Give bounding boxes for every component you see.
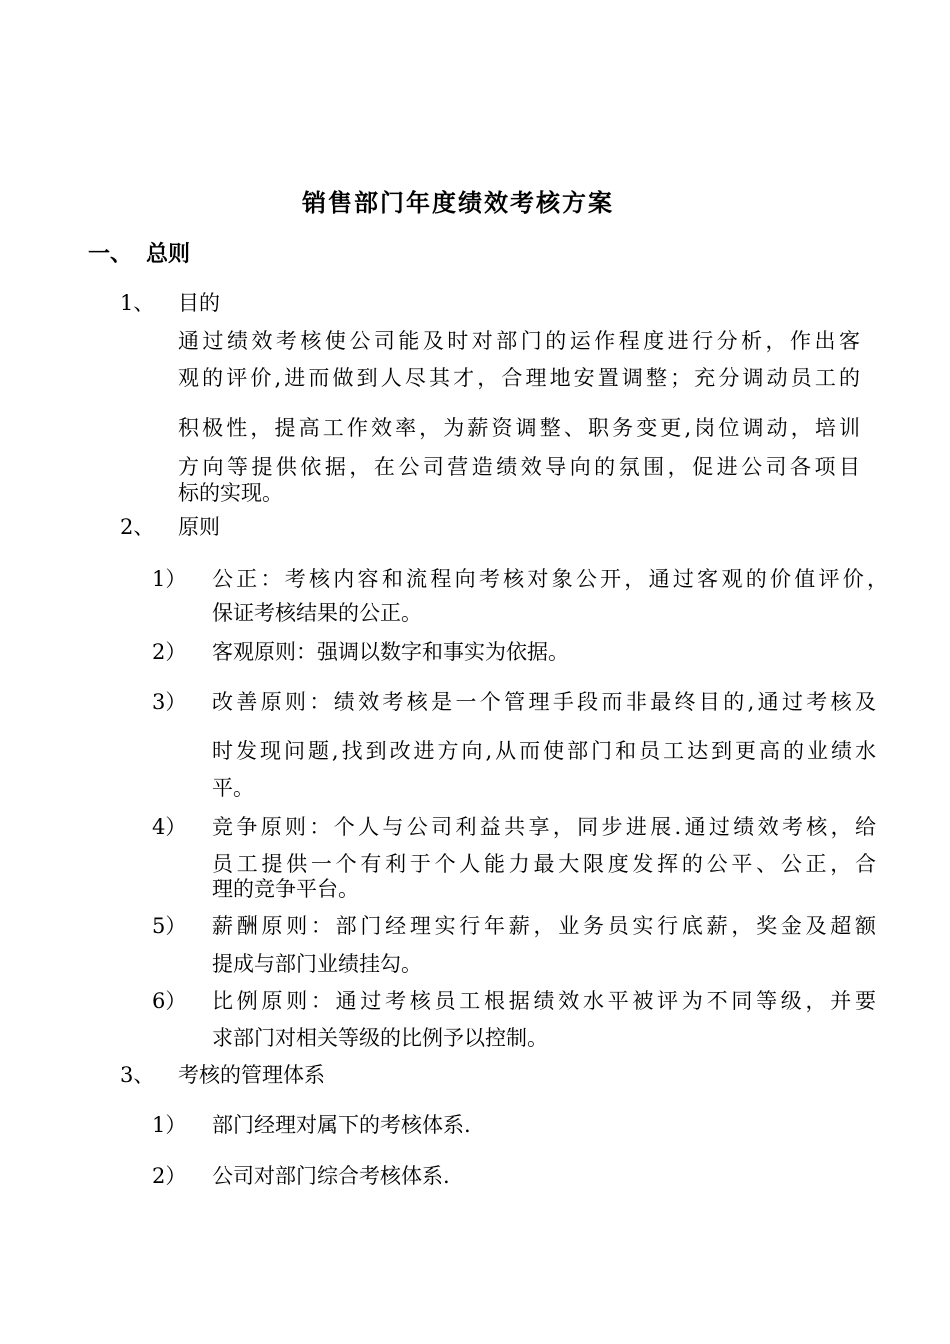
sub-item-line: 平。 xyxy=(212,776,254,800)
sub-item-number: 5） xyxy=(152,914,187,938)
item-heading: 考核的管理体系 xyxy=(178,1063,325,1087)
sub-item-line: 保证考核结果的公正。 xyxy=(212,601,422,625)
item-heading: 目的 xyxy=(178,291,220,315)
paragraph-line: 标的实现。 xyxy=(178,481,283,505)
sub-item-line: 求部门对相关等级的比例予以控制。 xyxy=(212,1026,548,1050)
sub-item-line: 客观原则：强调以数字和事实为依据。 xyxy=(212,640,569,664)
paragraph-line: 通过绩效考核使公司能及时对部门的运作程度进行分析，作出客 xyxy=(178,329,860,353)
item-number: 1、 xyxy=(120,291,155,315)
item-number: 3、 xyxy=(120,1063,155,1087)
sub-item-number: 1） xyxy=(152,1113,187,1137)
paragraph-line: 方向等提供依据，在公司营造绩效导向的氛围，促进公司各项目 xyxy=(178,455,860,479)
paragraph-line: 观的评价,进而做到人尽其才，合理地安置调整；充分调动员工的 xyxy=(178,366,860,390)
section-number: 一、 xyxy=(88,241,133,267)
sub-item-number: 2） xyxy=(152,1164,187,1188)
sub-item-line: 时发现问题,找到改进方向,从而使部门和员工达到更高的业绩水 xyxy=(212,739,876,763)
paragraph-line: 积极性，提高工作效率，为薪资调整、职务变更,岗位调动，培训 xyxy=(178,416,860,440)
sub-item-line: 改善原则：绩效考核是一个管理手段而非最终目的,通过考核及 xyxy=(212,690,876,714)
sub-item-line: 公正：考核内容和流程向考核对象公开，通过客观的价值评价， xyxy=(212,567,888,591)
sub-item-line: 公司对部门综合考核体系. xyxy=(212,1164,450,1188)
sub-item-line: 理的竞争平台。 xyxy=(212,877,359,901)
sub-item-line: 员工提供一个有利于个人能力最大限度发挥的公平、公正，合 xyxy=(212,852,876,876)
sub-item-line: 薪酬原则：部门经理实行年薪，业务员实行底薪，奖金及超额 xyxy=(212,914,876,938)
document-title: 销售部门年度绩效考核方案 xyxy=(302,188,614,217)
sub-item-line: 比例原则：通过考核员工根据绩效水平被评为不同等级，并要 xyxy=(212,989,876,1013)
sub-item-line: 竞争原则：个人与公司利益共享，同步进展.通过绩效考核，给 xyxy=(212,815,876,839)
sub-item-line: 部门经理对属下的考核体系. xyxy=(212,1113,471,1137)
section-heading: 总则 xyxy=(146,241,191,267)
sub-item-number: 6） xyxy=(152,989,187,1013)
sub-item-number: 4） xyxy=(152,815,187,839)
sub-item-number: 1） xyxy=(152,567,187,591)
sub-item-number: 3） xyxy=(152,690,187,714)
item-heading: 原则 xyxy=(178,515,220,539)
sub-item-number: 2） xyxy=(152,640,187,664)
sub-item-line: 提成与部门业绩挂勾。 xyxy=(212,952,422,976)
item-number: 2、 xyxy=(120,515,155,539)
